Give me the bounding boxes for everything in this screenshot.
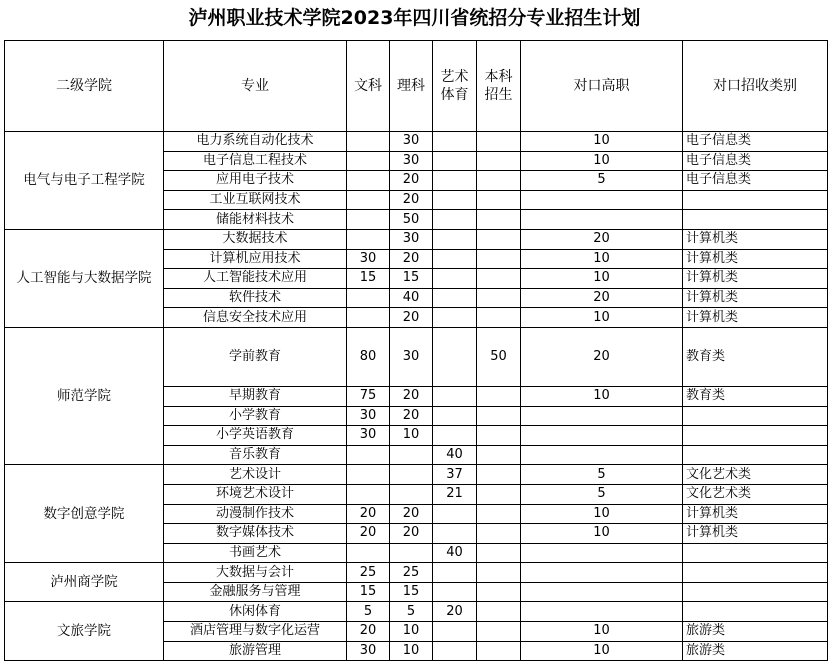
arts-cell: [347, 171, 390, 191]
voc-category-cell: 教育类: [683, 327, 828, 386]
major-cell: 休闲体育: [164, 602, 347, 622]
undergrad-cell: [477, 641, 521, 661]
major-cell: 艺术设计: [164, 465, 347, 485]
enrollment-plan-table: [4, 40, 828, 661]
undergrad-cell: [477, 602, 521, 622]
major-cell: 早期教育: [164, 386, 347, 406]
undergrad-cell: [477, 524, 521, 544]
vocational-cell: [521, 563, 683, 583]
major-cell: 书画艺术: [164, 543, 347, 563]
art-sports-cell: [433, 151, 477, 171]
undergrad-cell: [477, 288, 521, 308]
vocational-cell: 10: [521, 524, 683, 544]
vocational-cell: 10: [521, 132, 683, 152]
voc-category-cell: 旅游类: [683, 622, 828, 642]
voc-category-cell: 计算机类: [683, 269, 828, 289]
undergrad-cell: [477, 190, 521, 210]
major-cell: 学前教育: [164, 327, 347, 386]
undergrad-cell: [477, 563, 521, 583]
major-cell: 人工智能技术应用: [164, 269, 347, 289]
vocational-cell: 5: [521, 484, 683, 504]
art-sports-cell: [433, 210, 477, 230]
art-sports-cell: 40: [433, 445, 477, 465]
science-cell: 20: [390, 308, 433, 328]
undergrad-cell: [477, 151, 521, 171]
art-sports-cell: [433, 563, 477, 583]
undergrad-cell: [477, 543, 521, 563]
major-cell: 电力系统自动化技术: [164, 132, 347, 152]
header-arts: 文科: [347, 41, 390, 132]
arts-cell: 30: [347, 406, 390, 426]
arts-cell: [347, 210, 390, 230]
voc-category-cell: 计算机类: [683, 308, 828, 328]
header-college: 二级学院: [5, 41, 164, 132]
vocational-cell: 10: [521, 151, 683, 171]
arts-cell: 80: [347, 327, 390, 386]
undergrad-cell: [477, 582, 521, 602]
vocational-cell: 10: [521, 308, 683, 328]
table-row: [5, 465, 828, 485]
vocational-cell: [521, 582, 683, 602]
art-sports-cell: [433, 269, 477, 289]
arts-cell: 15: [347, 269, 390, 289]
vocational-cell: 10: [521, 622, 683, 642]
science-cell: [390, 543, 433, 563]
college-cell: 泸州商学院: [5, 563, 164, 602]
science-cell: 30: [390, 327, 433, 386]
voc-category-cell: [683, 445, 828, 465]
voc-category-cell: 文化艺术类: [683, 465, 828, 485]
major-cell: 金融服务与管理: [164, 582, 347, 602]
art-sports-cell: [433, 249, 477, 269]
voc-category-cell: 电子信息类: [683, 151, 828, 171]
page-title: 泸州职业技术学院2023年四川省统招分专业招生计划: [188, 7, 641, 29]
voc-category-cell: [683, 602, 828, 622]
major-cell: 动漫制作技术: [164, 504, 347, 524]
vocational-cell: 5: [521, 465, 683, 485]
science-cell: 10: [390, 426, 433, 446]
science-cell: 20: [390, 249, 433, 269]
table-row: [5, 563, 828, 583]
science-cell: 30: [390, 229, 433, 249]
art-sports-cell: [433, 327, 477, 386]
arts-cell: 30: [347, 426, 390, 446]
undergrad-cell: [477, 171, 521, 191]
science-cell: 30: [390, 151, 433, 171]
arts-cell: [347, 229, 390, 249]
art-sports-cell: [433, 622, 477, 642]
major-cell: 信息安全技术应用: [164, 308, 347, 328]
voc-category-cell: [683, 190, 828, 210]
art-sports-cell: [433, 406, 477, 426]
arts-cell: 20: [347, 524, 390, 544]
arts-cell: [347, 132, 390, 152]
vocational-cell: [521, 210, 683, 230]
major-cell: 储能材料技术: [164, 210, 347, 230]
vocational-cell: 20: [521, 288, 683, 308]
voc-category-cell: 计算机类: [683, 229, 828, 249]
table-row: [5, 229, 828, 249]
arts-cell: [347, 151, 390, 171]
arts-cell: 15: [347, 582, 390, 602]
arts-cell: [347, 445, 390, 465]
major-cell: 小学英语教育: [164, 426, 347, 446]
arts-cell: [347, 543, 390, 563]
vocational-cell: [521, 426, 683, 446]
major-cell: 电子信息工程技术: [164, 151, 347, 171]
major-cell: 酒店管理与数字化运营: [164, 622, 347, 642]
arts-cell: 75: [347, 386, 390, 406]
arts-cell: 30: [347, 641, 390, 661]
vocational-cell: 20: [521, 229, 683, 249]
table-row: [5, 327, 828, 386]
art-sports-cell: [433, 641, 477, 661]
header-undergrad: 本科招生: [477, 41, 521, 132]
science-cell: 15: [390, 269, 433, 289]
college-cell: 电气与电子工程学院: [5, 132, 164, 230]
voc-category-cell: 电子信息类: [683, 171, 828, 191]
vocational-cell: [521, 190, 683, 210]
undergrad-cell: [477, 229, 521, 249]
vocational-cell: [521, 445, 683, 465]
science-cell: 20: [390, 406, 433, 426]
science-cell: [390, 445, 433, 465]
vocational-cell: 10: [521, 386, 683, 406]
science-cell: 20: [390, 386, 433, 406]
college-cell: 师范学院: [5, 327, 164, 464]
major-cell: 计算机应用技术: [164, 249, 347, 269]
arts-cell: 5: [347, 602, 390, 622]
voc-category-cell: 计算机类: [683, 288, 828, 308]
undergrad-cell: [477, 249, 521, 269]
voc-category-cell: 计算机类: [683, 249, 828, 269]
voc-category-cell: 旅游类: [683, 641, 828, 661]
science-cell: 25: [390, 563, 433, 583]
arts-cell: [347, 465, 390, 485]
vocational-cell: [521, 406, 683, 426]
science-cell: [390, 465, 433, 485]
science-cell: 5: [390, 602, 433, 622]
art-sports-cell: [433, 132, 477, 152]
art-sports-cell: [433, 171, 477, 191]
header-science: 理科: [390, 41, 433, 132]
header-voc-category: 对口招收类别: [683, 41, 828, 132]
undergrad-cell: [477, 132, 521, 152]
arts-cell: [347, 190, 390, 210]
header-art-sports: 艺术体育: [433, 41, 477, 132]
college-cell: 数字创意学院: [5, 465, 164, 563]
major-cell: 环境艺术设计: [164, 484, 347, 504]
vocational-cell: [521, 602, 683, 622]
arts-cell: [347, 484, 390, 504]
science-cell: 50: [390, 210, 433, 230]
college-cell: 人工智能与大数据学院: [5, 229, 164, 327]
arts-cell: [347, 308, 390, 328]
vocational-cell: 10: [521, 249, 683, 269]
undergrad-cell: [477, 484, 521, 504]
major-cell: 数字媒体技术: [164, 524, 347, 544]
voc-category-cell: [683, 426, 828, 446]
science-cell: 15: [390, 582, 433, 602]
arts-cell: 25: [347, 563, 390, 583]
science-cell: 10: [390, 641, 433, 661]
undergrad-cell: [477, 210, 521, 230]
voc-category-cell: [683, 406, 828, 426]
undergrad-cell: [477, 504, 521, 524]
major-cell: 大数据与会计: [164, 563, 347, 583]
arts-cell: 30: [347, 249, 390, 269]
voc-category-cell: 计算机类: [683, 524, 828, 544]
vocational-cell: 20: [521, 327, 683, 386]
voc-category-cell: 电子信息类: [683, 132, 828, 152]
science-cell: 20: [390, 504, 433, 524]
science-cell: [390, 484, 433, 504]
science-cell: 10: [390, 622, 433, 642]
science-cell: 30: [390, 132, 433, 152]
header-vocational: 对口高职: [521, 41, 683, 132]
art-sports-cell: [433, 229, 477, 249]
undergrad-cell: [477, 386, 521, 406]
vocational-cell: 10: [521, 504, 683, 524]
art-sports-cell: [433, 426, 477, 446]
undergrad-cell: [477, 406, 521, 426]
vocational-cell: [521, 543, 683, 563]
art-sports-cell: 20: [433, 602, 477, 622]
voc-category-cell: 文化艺术类: [683, 484, 828, 504]
major-cell: 应用电子技术: [164, 171, 347, 191]
voc-category-cell: 教育类: [683, 386, 828, 406]
table-row: [5, 602, 828, 622]
table-row: [5, 132, 828, 152]
undergrad-cell: [477, 426, 521, 446]
voc-category-cell: [683, 563, 828, 583]
science-cell: 40: [390, 288, 433, 308]
undergrad-cell: [477, 308, 521, 328]
voc-category-cell: [683, 582, 828, 602]
art-sports-cell: 21: [433, 484, 477, 504]
undergrad-cell: [477, 269, 521, 289]
major-cell: 软件技术: [164, 288, 347, 308]
major-cell: 工业互联网技术: [164, 190, 347, 210]
arts-cell: 20: [347, 622, 390, 642]
art-sports-cell: [433, 582, 477, 602]
arts-cell: 20: [347, 504, 390, 524]
art-sports-cell: [433, 288, 477, 308]
art-sports-cell: [433, 504, 477, 524]
header-row: [5, 41, 828, 132]
major-cell: 小学教育: [164, 406, 347, 426]
voc-category-cell: [683, 210, 828, 230]
voc-category-cell: 计算机类: [683, 504, 828, 524]
undergrad-cell: [477, 465, 521, 485]
art-sports-cell: 40: [433, 543, 477, 563]
art-sports-cell: [433, 386, 477, 406]
science-cell: 20: [390, 190, 433, 210]
vocational-cell: 5: [521, 171, 683, 191]
science-cell: 20: [390, 171, 433, 191]
major-cell: 音乐教育: [164, 445, 347, 465]
art-sports-cell: [433, 308, 477, 328]
art-sports-cell: [433, 190, 477, 210]
vocational-cell: 10: [521, 641, 683, 661]
voc-category-cell: [683, 543, 828, 563]
undergrad-cell: 50: [477, 327, 521, 386]
college-cell: 文旅学院: [5, 602, 164, 661]
table-body: [5, 132, 828, 661]
arts-cell: [347, 288, 390, 308]
major-cell: 旅游管理: [164, 641, 347, 661]
header-major: 专业: [164, 41, 347, 132]
major-cell: 大数据技术: [164, 229, 347, 249]
undergrad-cell: [477, 622, 521, 642]
vocational-cell: 10: [521, 269, 683, 289]
undergrad-cell: [477, 445, 521, 465]
art-sports-cell: 37: [433, 465, 477, 485]
art-sports-cell: [433, 524, 477, 544]
science-cell: 20: [390, 524, 433, 544]
